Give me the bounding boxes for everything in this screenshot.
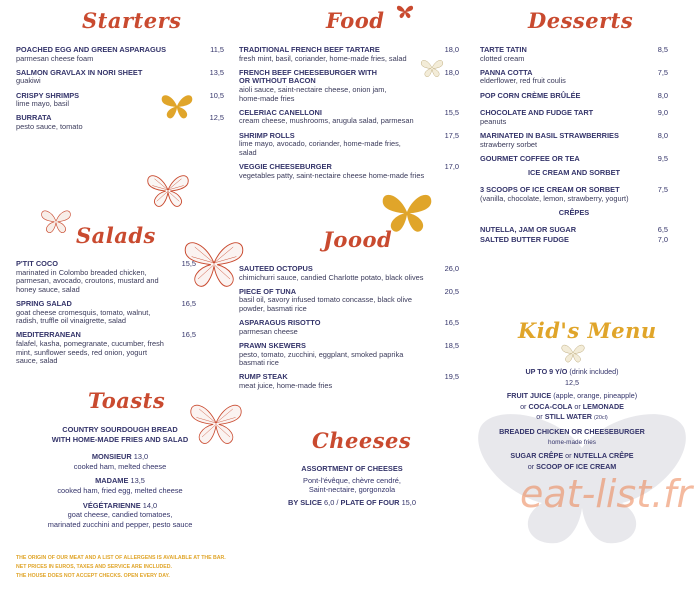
item-name: TARTE TATIN xyxy=(480,45,527,54)
item-price: 10,5 xyxy=(209,90,224,100)
footer-line: THE ORIGIN OF OUR MEAT AND A LIST OF ALLERGENS IS AVAILABLE AT THE BAR. xyxy=(16,555,226,561)
item-desc: cream cheese, mushrooms, arugula salad, parmesan xyxy=(239,116,414,126)
item-name: FRENCH BEEF CHEESEBURGER WITH OR WITHOUT BACON xyxy=(239,67,377,86)
butterfly-icon xyxy=(380,186,434,238)
menu-item xyxy=(239,265,459,282)
item-desc: cooked ham, melted cheese xyxy=(73,461,167,471)
item-price: 15,5 xyxy=(181,259,196,268)
item-name: MADAME xyxy=(95,476,129,486)
crepe2-label: NUTELLA CRÊPE xyxy=(573,451,634,461)
heading-kids-menu: Kid's Menu xyxy=(518,318,657,343)
menu-item xyxy=(239,319,459,336)
kids-drinks-3 xyxy=(472,412,672,424)
item-price: 19,5 xyxy=(444,372,459,382)
item-desc: guakiwi xyxy=(16,76,41,86)
menu-item xyxy=(480,92,668,101)
item-price: 16,5 xyxy=(181,298,196,308)
item-desc: basil oil, savory infused tomato concasse, black olive powder, basmati rice xyxy=(239,295,412,313)
item-price: 11,5 xyxy=(210,45,224,54)
item-desc: marinated in Colombo breaded chicken, parmesan, avocado, croutons, mustard and honey sauce, salad xyxy=(16,267,159,294)
menu-item xyxy=(239,163,459,180)
item-name: SALTED BUTTER FUDGE xyxy=(480,235,569,245)
cheeses-pricing xyxy=(262,498,442,508)
item-price: 26,0 xyxy=(444,264,459,273)
toast-item xyxy=(30,501,210,511)
kids-age xyxy=(472,367,672,378)
item-desc: pesto, tomato, zucchini, eggplant, smoked paprika basmati rice xyxy=(239,349,404,368)
menu-item xyxy=(480,132,668,149)
item-name: MARINATED IN BASIL STRAWBERRIES xyxy=(480,130,619,140)
slice-price: 6,0 xyxy=(324,497,335,507)
item-desc: parmesan cheese xyxy=(239,326,298,336)
item-price: 14,0 xyxy=(142,500,158,510)
butterfly-icon xyxy=(560,343,586,363)
item-desc: parmesan cheese foam xyxy=(16,53,94,63)
item-desc: falafel, kasha, pomegranate, cucumber, fresh mint, sunflower seeds, red onion, yogurt sauce, salad xyxy=(16,338,164,366)
kids-main: BREADED CHICKEN OR CHEESEBURGER xyxy=(499,426,645,436)
item-desc: elderflower, red fruit coulis xyxy=(480,76,566,86)
butterfly-icon xyxy=(145,172,191,208)
juice-label: FRUIT JUICE xyxy=(506,391,552,401)
menu-item xyxy=(16,260,196,294)
menu-item xyxy=(480,69,668,86)
menu-item xyxy=(239,373,459,390)
heading-cheeses: Cheeses xyxy=(312,428,412,453)
item-price: 20,5 xyxy=(444,286,459,296)
kids-menu-section xyxy=(472,367,672,472)
kids-drinks-2 xyxy=(472,402,672,413)
menu-item xyxy=(480,236,668,245)
icecream-title: ICE CREAM AND SORBET xyxy=(527,168,621,178)
item-price: 7,5 xyxy=(657,67,668,77)
kids-main-note: home-made fries xyxy=(548,438,596,446)
item-name: CHOCOLATE AND FUDGE TART xyxy=(480,108,594,118)
item-price: 18,5 xyxy=(444,340,459,350)
kids-drinks-1 xyxy=(472,391,672,402)
item-name: PANNA COTTA xyxy=(480,67,533,77)
heading-salads: Salads xyxy=(76,223,156,248)
item-desc: chimichurri sauce, candied Charlotte potato, black olives xyxy=(239,272,424,282)
item-price: 16,5 xyxy=(181,330,196,340)
toasts-intro-1: COUNTRY SOURDOUGH BREAD xyxy=(62,425,178,434)
item-price: 9,0 xyxy=(657,108,668,118)
or-text: or xyxy=(574,401,581,411)
or-text: or xyxy=(536,412,543,422)
item-price: 13,0 xyxy=(133,452,149,462)
item-name: 3 SCOOPS OF ICE CREAM OR SORBET xyxy=(480,184,620,194)
menu-item xyxy=(239,109,459,126)
kids-age-note: (drink included) xyxy=(569,367,619,376)
foood-list xyxy=(239,265,459,396)
item-desc: lime mayo, basil xyxy=(16,99,69,109)
lemonade-label: LEMONADE xyxy=(582,401,624,411)
item-name: SHRIMP ROLLS xyxy=(239,130,295,140)
item-name: ASPARAGUS RISOTTO xyxy=(239,318,321,328)
item-price: 17,5 xyxy=(444,130,459,140)
menu-item xyxy=(480,226,668,235)
item-desc: goat cheese cromesquis, tomato, walnut, radish, truffle oil vinaigrette, salad xyxy=(16,307,151,326)
heading-desserts: Desserts xyxy=(528,8,634,33)
footer-notes xyxy=(16,554,226,581)
butterfly-icon xyxy=(182,236,246,290)
menu-item xyxy=(480,186,668,203)
item-desc: cooked ham, fried egg, melted cheese xyxy=(57,485,183,495)
butterfly-icon xyxy=(40,208,72,234)
item-price: 8,0 xyxy=(657,90,668,100)
kids-dessert-1 xyxy=(472,451,672,462)
item-name: GOURMET COFFEE OR TEA xyxy=(480,153,580,163)
heading-starters: Starters xyxy=(82,8,182,33)
item-name: BURRATA xyxy=(16,113,52,123)
item-price: 18,0 xyxy=(444,45,459,54)
item-price: 15,5 xyxy=(444,107,459,117)
item-price: 8,0 xyxy=(657,130,668,140)
item-name: CRISPY SHRIMPS xyxy=(16,90,80,100)
cola-label: COCA-COLA xyxy=(528,401,573,411)
item-price: 13,5 xyxy=(130,476,145,486)
desserts-list xyxy=(480,46,668,250)
item-price: 18,0 xyxy=(444,67,459,77)
item-desc: marinated zucchini and pepper, pesto sauce xyxy=(47,519,193,529)
butterfly-icon xyxy=(188,398,244,448)
item-price: 12,5 xyxy=(209,113,224,123)
item-name: VEGGIE CHEESEBURGER xyxy=(239,161,332,171)
item-price: 7,5 xyxy=(657,184,668,194)
menu-item xyxy=(16,46,224,63)
cheeses-title: ASSORTMENT OF CHEESES xyxy=(301,464,403,473)
item-name: MONSIEUR xyxy=(91,452,132,462)
item-name: PIECE OF TUNA xyxy=(239,286,297,296)
cheeses-desc: Pont-l'évêque, chèvre cendré, xyxy=(303,475,401,485)
kids-dessert-2 xyxy=(472,462,672,473)
menu-item xyxy=(16,300,196,326)
toast-item xyxy=(30,452,210,462)
plate-label: PLATE OF FOUR xyxy=(340,497,400,507)
scoop-label: SCOOP OF ICE CREAM xyxy=(536,461,617,471)
item-name: POACHED EGG AND GREEN ASPARAGUS xyxy=(16,45,167,54)
kids-age-label: UP TO 9 Y/O xyxy=(525,367,568,376)
item-desc: goat cheese, candied tomatoes, xyxy=(67,510,173,520)
item-name: CELERIAC CANELLONI xyxy=(239,107,322,117)
item-price: 8,5 xyxy=(657,45,668,54)
footer-line: THE HOUSE DOES NOT ACCEPT CHECKS. OPEN EVERY DAY. xyxy=(16,573,170,579)
item-desc: fresh mint, basil, coriander, home-made fries, salad xyxy=(239,53,407,63)
menu-item xyxy=(16,69,224,86)
butterfly-icon xyxy=(396,4,414,19)
cheeses-desc: Saint-nectaire, gorgonzola xyxy=(308,485,396,495)
item-name: MEDITERRANEAN xyxy=(16,330,81,340)
plate-price: 15,0 xyxy=(401,497,416,507)
item-desc: vegetables patty, saint-nectaire cheese home-made fries xyxy=(239,170,425,180)
item-price: 6,5 xyxy=(657,224,668,234)
menu-item xyxy=(239,288,459,314)
crepes-title: CRÊPES xyxy=(558,208,590,218)
or-text: or xyxy=(527,461,535,471)
salads-list xyxy=(16,260,196,371)
item-name: TRADITIONAL FRENCH BEEF TARTARE xyxy=(239,45,380,54)
cheeses-section xyxy=(262,464,442,507)
item-desc: aioli sauce, saint-nectaire cheese, onion jam, home-made fries xyxy=(239,84,387,103)
item-price: 16,5 xyxy=(444,318,459,328)
crepe1-label: SUGAR CRÊPE xyxy=(510,451,564,461)
menu-item xyxy=(480,46,668,63)
item-name: RUMP STEAK xyxy=(239,372,288,382)
water-note: (20cl) xyxy=(593,415,608,422)
menu-item xyxy=(480,155,668,164)
toast-item xyxy=(30,476,210,486)
item-price: 17,0 xyxy=(444,161,459,171)
item-name: NUTELLA, JAM OR SUGAR xyxy=(480,224,577,234)
butterfly-icon xyxy=(420,57,444,79)
menu-item xyxy=(480,109,668,126)
item-desc: lime mayo, avocado, coriander, home-made fries, salad xyxy=(239,139,401,157)
by-slice-label: BY SLICE xyxy=(288,497,322,507)
item-name: SPRING SALAD xyxy=(16,298,72,308)
item-name: POP CORN CRÈME BRÛLÉE xyxy=(480,90,581,100)
heading-foood: Joood xyxy=(323,227,393,252)
menu-item xyxy=(16,331,196,365)
toasts-intro-2: WITH HOME-MADE FRIES AND SALAD xyxy=(51,434,189,444)
water-label: STILL WATER xyxy=(544,412,592,422)
item-desc: peanuts xyxy=(480,116,507,126)
item-price: 7,0 xyxy=(657,235,668,245)
item-name: VÉGÉTARIENNE xyxy=(82,500,141,510)
or-text: or xyxy=(520,401,527,411)
item-desc: clotted cream xyxy=(480,53,525,63)
item-name: SAUTEED OCTOPUS xyxy=(239,264,313,273)
item-desc: strawberry sorbet xyxy=(480,139,538,149)
item-price: 9,5 xyxy=(657,153,668,163)
kids-price: 12,5 xyxy=(565,377,579,387)
item-desc: (vanilla, chocolate, lemon, strawberry, yogurt) xyxy=(480,193,629,203)
item-name: SALMON GRAVLAX IN NORI SHEET xyxy=(16,67,143,77)
heading-food: Food xyxy=(326,8,385,33)
item-desc: meat juice, home-made fries xyxy=(239,380,333,390)
heading-toasts: Toasts xyxy=(88,388,166,413)
toasts-section xyxy=(30,425,210,529)
menu-item xyxy=(239,342,459,368)
item-desc: pesto sauce, tomato xyxy=(16,121,83,131)
separator: / xyxy=(336,497,339,507)
item-price: 13,5 xyxy=(209,67,224,77)
item-name: P'TIT COCO xyxy=(16,259,58,268)
butterfly-icon xyxy=(160,91,194,121)
or-text: or xyxy=(565,451,572,461)
footer-line: NET PRICES IN EUROS, TAXES AND SERVICE ARE INCLUDED. xyxy=(16,564,172,570)
item-name: PRAWN SKEWERS xyxy=(239,340,306,350)
juice-note: (apple, orange, pineapple) xyxy=(553,391,638,401)
menu-item xyxy=(239,132,459,158)
watermark-text: eat-list.fr xyxy=(520,472,693,516)
